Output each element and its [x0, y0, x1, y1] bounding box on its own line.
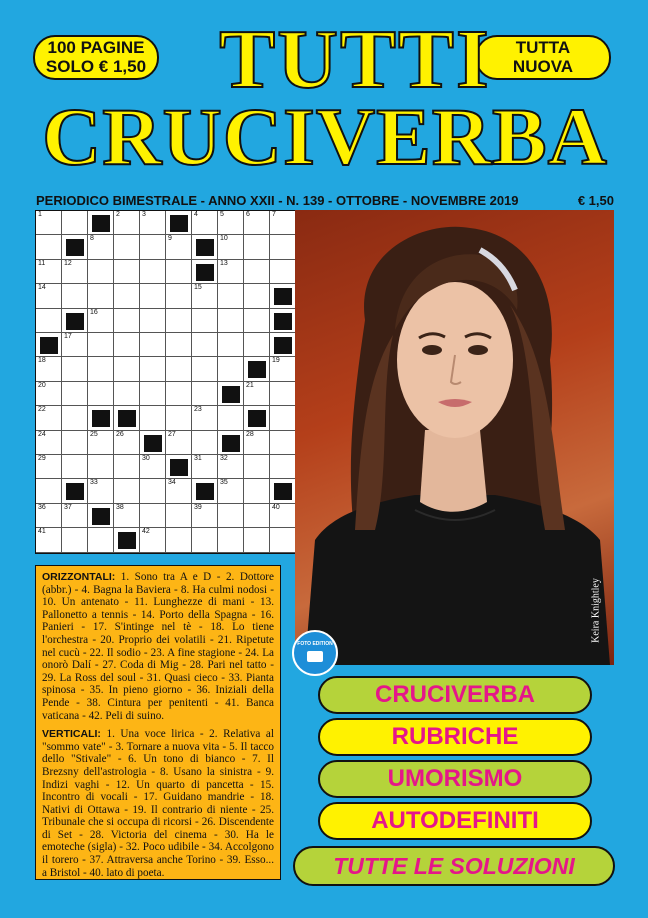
grid-cell[interactable] [114, 406, 140, 430]
cell-number: 35 [220, 479, 228, 487]
grid-cell[interactable] [166, 211, 192, 235]
clues-across-text: 1. Sono tra A e D - 2. Dottore (abbr.) - 4. Bagna la Baviera - 8. Ha culmi nodosi - 10. Un antenato - 11. Lunghezze di mani - 13. Pallonetto a tennis - 14. Porto della Spagna - 16. Panieri - 17. S'intinge nel tè - 18. Lo tiene l'orchestra - 20. Proprio dei volatili - 21. Ripetute nel cucù - 22. Il sodio - 23. A fine stagione - 24. La onorò Dalí - 27. Coda di Mig - 28. Pari nel tatto - 29. La Ross del soul - 31. Quasi cieco - 33. Pianta spinosa - 35. In pieno giorno - 36. Iniziali della Pende - 38. Cintura per penitenti - 41. Banca vaticana - 42. Peli di suino. [42, 571, 274, 722]
cell-number: 27 [168, 430, 176, 438]
grid-cell[interactable] [62, 479, 88, 503]
grid-cell[interactable] [244, 333, 270, 357]
grid-cell[interactable] [62, 504, 88, 528]
grid-cell[interactable] [140, 333, 166, 357]
grid-cell[interactable] [192, 528, 218, 552]
black-square [196, 239, 214, 256]
grid-cell[interactable] [36, 357, 62, 381]
grid-cell[interactable] [140, 382, 166, 406]
black-square [170, 459, 188, 476]
grid-cell[interactable] [192, 211, 218, 235]
grid-cell[interactable] [192, 309, 218, 333]
grid-cell[interactable] [270, 528, 296, 552]
grid-cell[interactable] [62, 406, 88, 430]
grid-cell[interactable] [114, 284, 140, 308]
banner-autodefiniti: AUTODEFINITI [318, 802, 592, 840]
grid-cell[interactable] [244, 235, 270, 259]
issue-price: € 1,50 [577, 193, 614, 208]
black-square [66, 483, 84, 500]
black-square [222, 386, 240, 403]
grid-cell[interactable] [218, 431, 244, 455]
grid-cell[interactable] [270, 357, 296, 381]
grid-cell[interactable] [270, 333, 296, 357]
grid-cell[interactable] [244, 431, 270, 455]
cover-photo [295, 210, 614, 665]
black-square [222, 435, 240, 452]
grid-cell[interactable] [270, 260, 296, 284]
grid-cell[interactable] [166, 528, 192, 552]
grid-cell[interactable] [192, 406, 218, 430]
cell-number: 39 [194, 503, 202, 511]
cell-number: 8 [90, 235, 94, 243]
grid-cell[interactable] [88, 479, 114, 503]
grid-cell[interactable] [218, 284, 244, 308]
cell-number: 38 [116, 503, 124, 511]
black-square [170, 215, 188, 232]
black-square [92, 508, 110, 525]
black-square [196, 483, 214, 500]
new-badge-line2: NUOVA [512, 57, 574, 76]
grid-cell[interactable] [244, 382, 270, 406]
grid-cell[interactable] [140, 211, 166, 235]
cell-number: 16 [90, 308, 98, 316]
grid-cell[interactable] [62, 333, 88, 357]
grid-cell[interactable] [244, 479, 270, 503]
grid-cell[interactable] [192, 357, 218, 381]
grid-cell[interactable] [270, 479, 296, 503]
camera-icon [307, 651, 323, 662]
grid-cell[interactable] [62, 357, 88, 381]
grid-cell[interactable] [140, 528, 166, 552]
grid-cell[interactable] [88, 309, 114, 333]
cell-number: 13 [220, 259, 228, 267]
grid-cell[interactable] [270, 211, 296, 235]
grid-cell[interactable] [114, 528, 140, 552]
cell-number: 28 [246, 430, 254, 438]
price-badge-line1: 100 PAGINE [47, 38, 145, 57]
new-badge-line1: TUTTA [515, 38, 571, 57]
clues-down-text: 1. Una voce lirica - 2. Relativa al "sommo vate" - 3. Tornare a nuova vita - 5. Il tacco dello "Stivale" - 6. Un tono di bianco - 7. Il Brezsny dell'astrologia - 8. Usano la sinistra - 9. Indizi vaghi - 12. Un quarto di pancetta - 15. Incontro di vocali - 17. Guidano mandrie - 18. Nativi di Ottawa - 19. Il contrario di niente - 25. Tribunale che si occupa di ricorsi - 26. Discendente di Set - 28. Victoria del cinema - 30. Ha le emoteche (sigla) - 32. Poco udibile - 34. Accolgono il torero - 37. Attraversa anche Torino - 39. Esso... a Bristol - 40. lato di poeta. [42, 728, 274, 879]
cell-number: 12 [64, 259, 72, 267]
cell-number: 32 [220, 455, 228, 462]
grid-cell[interactable] [270, 504, 296, 528]
grid-cell[interactable] [166, 309, 192, 333]
cell-number: 25 [90, 430, 98, 438]
grid-cell[interactable] [244, 284, 270, 308]
grid-cell[interactable] [114, 309, 140, 333]
grid-cell[interactable] [218, 235, 244, 259]
grid-cell[interactable] [88, 284, 114, 308]
cell-number: 5 [220, 211, 224, 218]
grid-cell[interactable] [140, 479, 166, 503]
portrait-illustration [295, 210, 614, 665]
grid-cell[interactable] [36, 309, 62, 333]
grid-cell[interactable] [192, 431, 218, 455]
clues-down-label: VERTICALI: [42, 728, 101, 741]
grid-cell[interactable] [62, 455, 88, 479]
photo-edition-badge [292, 630, 338, 676]
cell-number: 17 [64, 333, 72, 340]
grid-cell[interactable] [218, 211, 244, 235]
cell-number: 18 [38, 357, 46, 365]
grid-cell[interactable] [166, 504, 192, 528]
grid-cell[interactable] [62, 382, 88, 406]
grid-cell[interactable] [192, 382, 218, 406]
black-square [248, 410, 266, 427]
title-line2: CRUCIVERBA [42, 91, 608, 182]
cell-number: 37 [64, 503, 72, 511]
grid-cell[interactable] [36, 284, 62, 308]
grid-cell[interactable] [62, 431, 88, 455]
cell-number: 42 [142, 528, 150, 536]
grid-cell[interactable] [36, 528, 62, 552]
grid-cell[interactable] [192, 455, 218, 479]
grid-cell[interactable] [270, 406, 296, 430]
grid-cell[interactable] [270, 431, 296, 455]
grid-cell[interactable] [192, 260, 218, 284]
clues-box [35, 565, 281, 880]
grid-cell[interactable] [36, 479, 62, 503]
cell-number: 7 [272, 211, 276, 218]
cell-number: 23 [194, 406, 202, 414]
cell-number: 41 [38, 528, 46, 536]
black-square [274, 483, 292, 500]
grid-cell[interactable] [88, 211, 114, 235]
cell-number: 34 [168, 479, 176, 487]
grid-cell[interactable] [88, 455, 114, 479]
grid-cell[interactable] [270, 235, 296, 259]
grid-cell[interactable] [36, 455, 62, 479]
cell-number: 36 [38, 503, 46, 511]
grid-cell[interactable] [62, 284, 88, 308]
grid-cell[interactable] [270, 455, 296, 479]
grid-cell[interactable] [166, 357, 192, 381]
banner-soluzioni: TUTTE LE SOLUZIONI [293, 846, 615, 886]
grid-cell[interactable] [36, 333, 62, 357]
grid-cell[interactable] [114, 504, 140, 528]
grid-cell[interactable] [36, 382, 62, 406]
grid-cell[interactable] [218, 455, 244, 479]
crossword-grid[interactable] [35, 210, 297, 554]
grid-cell[interactable] [36, 260, 62, 284]
grid-cell[interactable] [114, 260, 140, 284]
grid-cell[interactable] [114, 431, 140, 455]
cell-number: 9 [168, 235, 172, 243]
grid-cell[interactable] [244, 504, 270, 528]
grid-cell[interactable] [140, 357, 166, 381]
grid-cell[interactable] [140, 260, 166, 284]
grid-cell[interactable] [62, 235, 88, 259]
grid-cell[interactable] [244, 309, 270, 333]
banner-cruciverba: CRUCIVERBA [318, 676, 592, 714]
cell-number: 22 [38, 406, 46, 414]
photo-caption: Keira Knightley [590, 578, 602, 643]
cell-number: 20 [38, 381, 46, 389]
grid-cell[interactable] [62, 528, 88, 552]
black-square [274, 313, 292, 330]
cell-number: 24 [38, 430, 46, 438]
black-square [248, 361, 266, 378]
grid-cell[interactable] [140, 406, 166, 430]
grid-cell[interactable] [166, 235, 192, 259]
grid-cell[interactable] [36, 431, 62, 455]
grid-cell[interactable] [114, 357, 140, 381]
price-badge-line2: SOLO € 1,50 [45, 57, 147, 76]
photo-edition-text: FOTO EDITION [297, 641, 333, 647]
grid-cell[interactable] [244, 455, 270, 479]
grid-cell[interactable] [114, 211, 140, 235]
clues-across-label: ORIZZONTALI: [42, 571, 116, 583]
cell-number: 29 [38, 455, 46, 462]
grid-cell[interactable] [270, 284, 296, 308]
grid-cell[interactable] [270, 309, 296, 333]
grid-cell[interactable] [218, 357, 244, 381]
black-square [274, 288, 292, 305]
clues-across [42, 571, 274, 722]
cell-number: 30 [142, 455, 150, 462]
grid-cell[interactable] [192, 333, 218, 357]
grid-cell[interactable] [244, 211, 270, 235]
grid-cell[interactable] [192, 235, 218, 259]
grid-cell[interactable] [114, 235, 140, 259]
grid-cell[interactable] [114, 333, 140, 357]
grid-cell[interactable] [192, 284, 218, 308]
grid-cell[interactable] [62, 260, 88, 284]
grid-cell[interactable] [166, 333, 192, 357]
grid-cell[interactable] [140, 504, 166, 528]
banner-rubriche: RUBRICHE [318, 718, 592, 756]
grid-cell[interactable] [166, 284, 192, 308]
grid-cell[interactable] [244, 357, 270, 381]
issue-details: PERIODICO BIMESTRALE - ANNO XXII - N. 139 - OTTOBRE - NOVEMBRE 2019 [36, 193, 519, 208]
grid-cell[interactable] [88, 528, 114, 552]
grid-cell[interactable] [62, 309, 88, 333]
cell-number: 14 [38, 284, 46, 292]
banner-umorismo: UMORISMO [318, 760, 592, 798]
clues-down [42, 728, 274, 879]
grid-cell[interactable] [88, 333, 114, 357]
price-badge [33, 35, 159, 80]
title-line1: TUTTI [219, 13, 491, 106]
grid-cell[interactable] [166, 479, 192, 503]
grid-cell[interactable] [88, 357, 114, 381]
cell-number: 15 [194, 284, 202, 292]
cell-number: 11 [38, 259, 46, 267]
black-square [274, 337, 292, 354]
grid-cell[interactable] [166, 455, 192, 479]
issue-info [36, 193, 614, 208]
grid-cell[interactable] [166, 431, 192, 455]
cell-number: 4 [194, 211, 198, 218]
grid-cell[interactable] [114, 479, 140, 503]
grid-cell[interactable] [36, 211, 62, 235]
black-square [92, 215, 110, 232]
grid-cell[interactable] [36, 235, 62, 259]
grid-cell[interactable] [244, 260, 270, 284]
grid-cell[interactable] [114, 382, 140, 406]
grid-cell[interactable] [218, 309, 244, 333]
cell-number: 21 [246, 381, 254, 389]
black-square [196, 264, 214, 281]
grid-cell[interactable] [88, 504, 114, 528]
grid-cell[interactable] [218, 382, 244, 406]
grid-cell[interactable] [88, 382, 114, 406]
grid-cell[interactable] [36, 406, 62, 430]
grid-cell[interactable] [192, 504, 218, 528]
grid-cell[interactable] [140, 235, 166, 259]
cell-number: 2 [116, 211, 120, 218]
grid-cell[interactable] [166, 406, 192, 430]
grid-cell[interactable] [218, 528, 244, 552]
cell-number: 19 [272, 357, 280, 365]
grid-cell[interactable] [140, 309, 166, 333]
grid-cell[interactable] [218, 406, 244, 430]
cell-number: 26 [116, 430, 124, 438]
cell-number: 10 [220, 235, 228, 243]
black-square [118, 532, 136, 549]
grid-cell[interactable] [140, 284, 166, 308]
grid-cell[interactable] [218, 504, 244, 528]
cell-number: 3 [142, 211, 146, 218]
cell-number: 33 [90, 479, 98, 487]
grid-cell[interactable] [140, 431, 166, 455]
cell-number: 40 [272, 503, 280, 511]
black-square [40, 337, 58, 354]
cell-number: 31 [194, 455, 202, 462]
grid-cell[interactable] [166, 382, 192, 406]
black-square [118, 410, 136, 427]
black-square [144, 435, 162, 452]
grid-cell[interactable] [244, 528, 270, 552]
grid-cell[interactable] [244, 406, 270, 430]
grid-cell[interactable] [88, 406, 114, 430]
grid-cell[interactable] [270, 382, 296, 406]
grid-cell[interactable] [192, 479, 218, 503]
black-square [66, 239, 84, 256]
grid-cell[interactable] [62, 211, 88, 235]
grid-cell[interactable] [218, 479, 244, 503]
grid-cell[interactable] [114, 455, 140, 479]
grid-cell[interactable] [88, 431, 114, 455]
grid-cell[interactable] [36, 504, 62, 528]
cell-number: 1 [38, 211, 42, 218]
grid-cell[interactable] [140, 455, 166, 479]
grid-cell[interactable] [218, 333, 244, 357]
cell-number: 6 [246, 211, 250, 218]
grid-cell[interactable] [166, 260, 192, 284]
grid-cell[interactable] [88, 235, 114, 259]
black-square [66, 313, 84, 330]
black-square [92, 410, 110, 427]
grid-cell[interactable] [218, 260, 244, 284]
grid-cell[interactable] [88, 260, 114, 284]
